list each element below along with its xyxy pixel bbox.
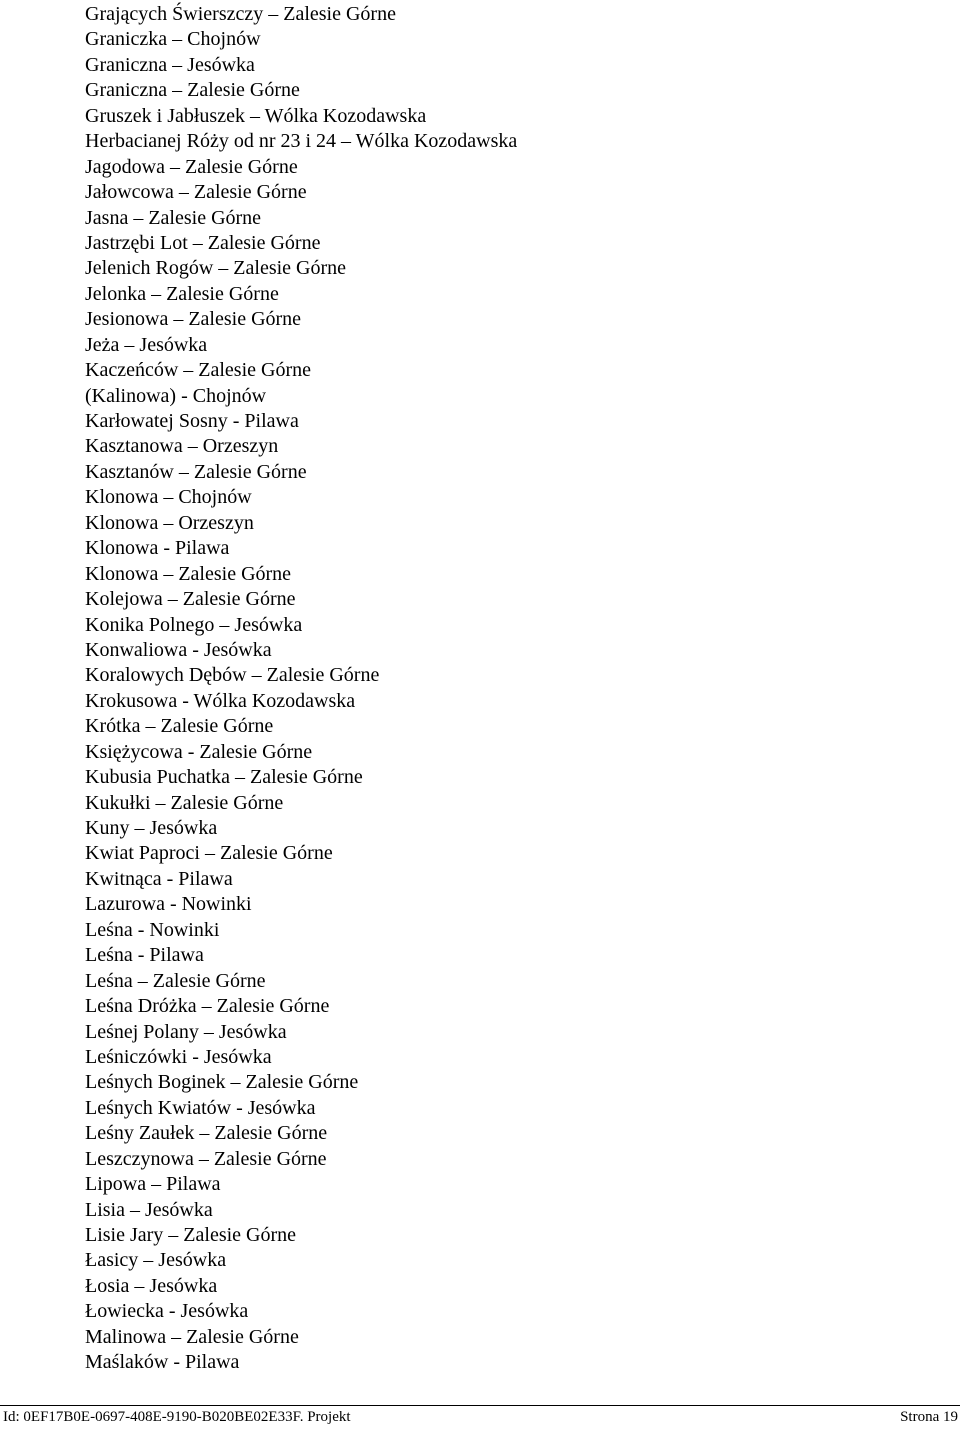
- street-entry: Leśna - Nowinki: [85, 918, 220, 941]
- street-entry: Klonowa – Chojnów: [85, 486, 252, 509]
- street-entry: Leśna – Zalesie Górne: [85, 969, 266, 992]
- street-entry: Kasztanów – Zalesie Górne: [85, 460, 307, 483]
- street-entry: Łowiecka - Jesówka: [85, 1300, 249, 1323]
- street-entry: Lazurowa - Nowinki: [85, 893, 252, 916]
- street-entry: Jelenich Rogów – Zalesie Górne: [85, 257, 347, 280]
- street-entry: Krótka – Zalesie Górne: [85, 715, 274, 738]
- street-entry: Maślaków - Pilawa: [85, 1351, 240, 1374]
- street-entry: Lipowa – Pilawa: [85, 1173, 221, 1196]
- street-entry: Leśnej Polany – Jesówka: [85, 1020, 287, 1043]
- street-entry: Łosia – Jesówka: [85, 1274, 218, 1297]
- street-entry: Malinowa – Zalesie Górne: [85, 1325, 299, 1348]
- street-entry: Karłowatej Sosny - Pilawa: [85, 410, 299, 432]
- street-entry: Leszczynowa – Zalesie Górne: [85, 1147, 327, 1170]
- street-entry: Jasna – Zalesie Górne: [85, 206, 262, 229]
- street-entry: Lisia – Jesówka: [85, 1198, 213, 1221]
- street-entry: Jeża – Jesówka: [85, 333, 208, 356]
- street-entry: Graniczna – Zalesie Górne: [85, 79, 300, 102]
- street-entry: Leśna Dróżka – Zalesie Górne: [85, 995, 330, 1018]
- street-entry: Herbacianej Róży od nr 23 i 24 – Wólka Kozodawska: [85, 130, 518, 153]
- street-entry: Księżycowa - Zalesie Górne: [85, 740, 313, 763]
- street-entry: Leśna - Pilawa: [85, 944, 204, 967]
- street-entry: Kwitnąca - Pilawa: [85, 867, 233, 890]
- street-entry: Leśnych Boginek – Zalesie Górne: [85, 1071, 359, 1094]
- street-entry: Klonowa – Orzeszyn: [85, 511, 254, 534]
- street-entry: Kuny – Jesówka: [85, 817, 218, 839]
- street-entry: Jagodowa – Zalesie Górne: [85, 155, 298, 178]
- street-entry: Leśniczówki - Jesówka: [85, 1045, 272, 1068]
- street-entry: (Kalinowa) - Chojnów: [85, 384, 267, 407]
- street-entry: Konika Polnego – Jesówka: [85, 613, 303, 636]
- street-entry: Leśnych Kwiatów - Jesówka: [85, 1096, 316, 1119]
- street-entry: Konwaliowa - Jesówka: [85, 638, 272, 661]
- street-entry: Grających Świerszczy – Zalesie Górne: [85, 3, 396, 25]
- street-entry: Kwiat Paproci – Zalesie Górne: [85, 842, 333, 865]
- street-entry: Klonowa – Zalesie Górne: [85, 562, 292, 585]
- street-entry: Jałowcowa – Zalesie Górne: [85, 181, 307, 204]
- street-entry: Koralowych Dębów – Zalesie Górne: [85, 664, 380, 687]
- street-entry: Jesionowa – Zalesie Górne: [85, 308, 302, 331]
- street-entry: Kolejowa – Zalesie Górne: [85, 588, 296, 611]
- street-entry: Leśny Zaułek – Zalesie Górne: [85, 1122, 328, 1145]
- page-footer: [0, 1405, 960, 1429]
- street-entry: Łasicy – Jesówka: [85, 1249, 227, 1272]
- street-entry: Klonowa - Pilawa: [85, 537, 230, 560]
- street-entry: Kubusia Puchatka – Zalesie Górne: [85, 766, 363, 789]
- page-number: Strona 19: [900, 1409, 958, 1425]
- street-entry: Krokusowa - Wólka Kozodawska: [85, 689, 356, 712]
- street-entry: Kasztanowa – Orzeszyn: [85, 435, 279, 458]
- street-entry: Kukułki – Zalesie Górne: [85, 791, 284, 814]
- street-entry: Jastrzębi Lot – Zalesie Górne: [85, 231, 321, 254]
- street-entry: Gruszek i Jabłuszek – Wólka Kozodawska: [85, 104, 427, 127]
- street-entry: Jelonka – Zalesie Górne: [85, 282, 279, 305]
- street-entry: Graniczka – Chojnów: [85, 28, 261, 51]
- street-entry: Kaczeńców – Zalesie Górne: [85, 359, 311, 382]
- street-entry: Lisie Jary – Zalesie Górne: [85, 1224, 297, 1246]
- street-entry: Graniczna – Jesówka: [85, 53, 255, 76]
- street-list: [85, 2, 517, 1376]
- document-id: Id: 0EF17B0E-0697-408E-9190-B020BE02E33F. Projekt: [3, 1409, 351, 1425]
